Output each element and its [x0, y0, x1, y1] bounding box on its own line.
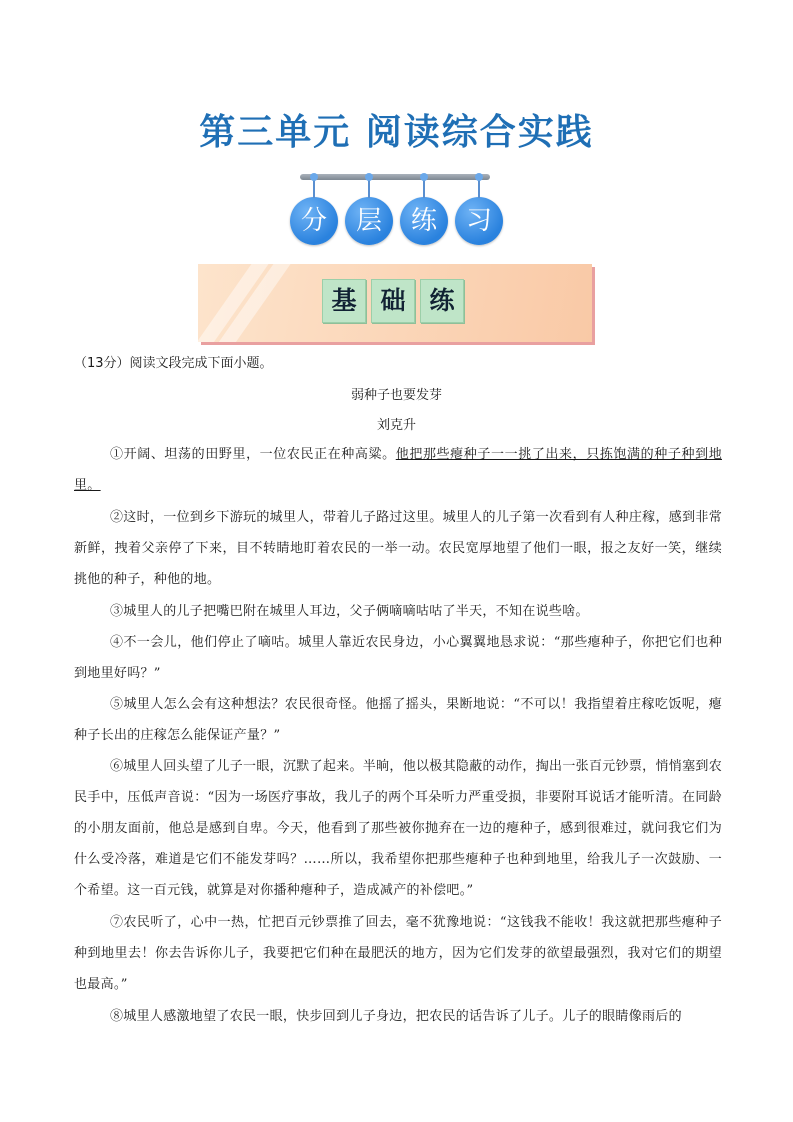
badge-item [455, 197, 503, 245]
badge-item [345, 197, 393, 245]
essay-author: 刘克升 [376, 418, 416, 433]
badge-circle: 习 [455, 197, 503, 245]
badge-circle: 分 [290, 197, 338, 245]
paragraph-1 [74, 439, 722, 501]
paragraph-5: ⑤城里人怎么会有这种想法？农民很奇怪。他摇了摇头，果断地说：“不可以！我指望着庄稼吃饭呢，瘪种子长出的庄稼怎么能保证产量？” [74, 697, 722, 743]
section-char: 练 [420, 279, 464, 323]
section-banner [198, 264, 592, 342]
badge-item [400, 197, 448, 245]
section-char: 基 [322, 279, 366, 323]
paragraph-6: ⑥城里人回头望了儿子一眼，沉默了起来。半晌，他以极其隐蔽的动作，掏出一张百元钞票，悄悄塞到农民手中，压低声音说：“因为一场医疗事故，我儿子的两个耳朵听力严重受损，非要附耳说话才能听清。在同龄的小朋友面前，他总是感到自卑。今天，他看到了那些被你抛弃在一边的瘪种子，感到很难过，就问我它们为什么受冷落，难道是它们不能发芽吗？……所以，我希望你把那些瘪种子也种到地里，给我儿子一次鼓励、一个希望。这一百元钱，就算是对你播种瘪种子，造成减产的补偿吧。” [74, 759, 722, 898]
badge-circle: 练 [400, 197, 448, 245]
question-instruction: （13分）阅读文段完成下面小题。 [74, 356, 273, 371]
paragraph-7: ⑦农民听了，心中一热，忙把百元钞票推了回去，毫不犹豫地说：“这钱我不能收！我这就把那些瘪种子种到地里去！你去告诉你儿子，我要把它们种在最肥沃的地方，因为它们发芽的欲望最强烈，我对它们的期望也最高。” [74, 915, 722, 992]
paragraph-3: ③城里人的儿子把嘴巴附在城里人耳边，父子俩嘀嘀咕咕了半天，不知在说些啥。 [110, 604, 589, 619]
section-label [322, 279, 464, 323]
paragraph-1-text: ①开阔、坦荡的田野里，一位农民正在种高粱。 [110, 447, 396, 462]
badge-item [290, 197, 338, 245]
section-char: 础 [371, 279, 415, 323]
underlined-sentence: 他把那些瘪种子一一挑了出来，只拣饱满的种子种到地里。 [74, 447, 722, 493]
essay-title: 弱种子也要发芽 [350, 388, 442, 403]
paragraph-8: ⑧城里人感激地望了农民一眼，快步回到儿子身边，把农民的话告诉了儿子。儿子的眼睛像雨后的 [110, 1009, 682, 1024]
paragraph-2: ②这时，一位到乡下游玩的城里人，带着儿子路过这里。城里人的儿子第一次看到有人种庄稼，感到非常新鲜，拽着父亲停了下来，目不转睛地盯着农民的一举一动。农民宽厚地望了他们一眼，报之友好一笑，继续挑他的种子，种他的地。 [74, 510, 722, 587]
paragraph-4: ④不一会儿，他们停止了嘀咕。城里人靠近农民身边，小心翼翼地恳求说：“那些瘪种子，你把它们也种到地里好吗？” [74, 635, 722, 681]
page-title: 第三单元 阅读综合实践 [199, 112, 594, 153]
badge-circle: 层 [345, 197, 393, 245]
badge-hanger-bar [300, 174, 490, 180]
